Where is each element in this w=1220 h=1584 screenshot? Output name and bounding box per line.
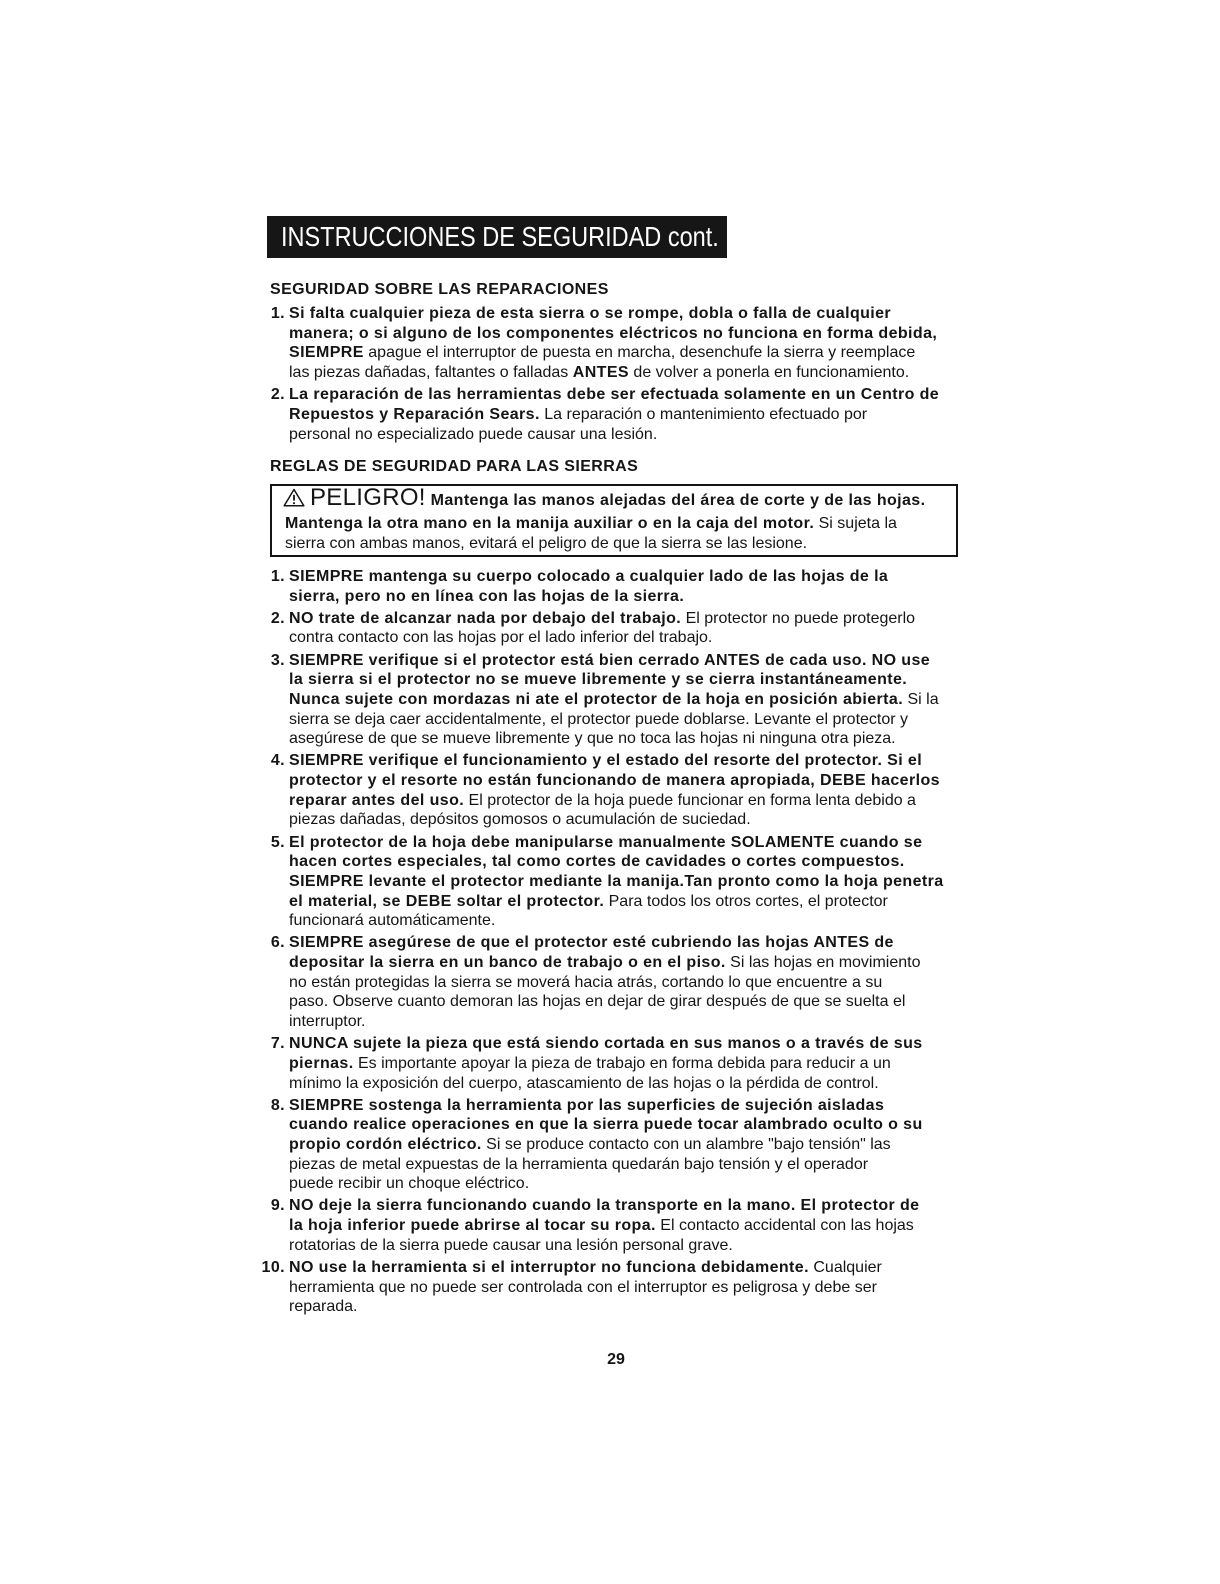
item-number: 9. (270, 1197, 285, 1215)
text-line (289, 324, 989, 344)
body-text: El protector no puede protegerlo (681, 609, 916, 627)
text-line (289, 690, 989, 710)
body-text: piezas de metal expuestas de la herramienta quedarán bajo tensión y el operador (289, 1155, 869, 1173)
text-line (289, 953, 989, 973)
danger-line (285, 486, 956, 514)
section-banner (267, 216, 727, 258)
text-line (289, 933, 989, 953)
text-line (289, 1236, 989, 1256)
item-number: 2. (270, 386, 285, 404)
bold-text: El protector de la hoja debe manipularse manualmente SOLAMENTE cuando se (289, 833, 923, 851)
text-line (289, 1278, 989, 1298)
text-line (289, 1216, 989, 1236)
item-number: 2. (270, 609, 285, 627)
danger-notice (270, 484, 958, 557)
list-item (270, 1196, 989, 1255)
text-line (289, 651, 989, 671)
bold-text: SIEMPRE mantenga su cuerpo colocado a cualquier lado de las hojas de la (289, 568, 889, 585)
bold-text: propio cordón eléctrico. (289, 1135, 482, 1153)
text-line (289, 791, 989, 811)
text-line (289, 751, 989, 771)
bold-text: NO trate de alcanzar nada por debajo del trabajo. (289, 609, 682, 627)
text-line (289, 1115, 989, 1135)
text-line (289, 670, 989, 690)
bold-text: cuando realice operaciones en que la sierra puede tocar alambrado oculto o su (289, 1116, 923, 1134)
body-text: sierra con ambas manos, evitará el peligro de que la sierra se las lesione. (285, 534, 808, 552)
text-line (289, 973, 989, 993)
bold-text: SIEMPRE asegúrese de que el protector esté cubriendo las hojas ANTES de (289, 934, 894, 952)
bold-text: La reparación de las herramientas debe ser efectuada solamente en un Centro de (289, 386, 940, 404)
body-text: Es importante apoyar la pieza de trabajo en forma debida para reducir a un (353, 1054, 891, 1072)
bold-text: hacen cortes especiales, tal como cortes de cavidades o cortes compuestos. (289, 853, 905, 871)
list-item (261, 1258, 989, 1317)
body-text: Si se produce contacto con un alambre "bajo tensión" las (481, 1135, 891, 1153)
bold-text: NO use la herramienta si el interruptor no funciona debidamente. (289, 1258, 809, 1276)
body-text: El contacto accidental con las hojas (655, 1217, 914, 1235)
body-text: rotatorias de la sierra puede causar una lesión personal grave. (289, 1236, 733, 1254)
text-line (289, 1258, 989, 1278)
text-line (289, 1196, 989, 1216)
bold-text: NO deje la sierra funcionando cuando la transporte en la mano. El protector de (289, 1197, 920, 1215)
page-number: 29 (607, 1351, 625, 1368)
item-number: 5. (270, 833, 285, 851)
bold-text: la sierra si el protector no se mueve libremente y se cierra instantáneamente. (289, 671, 908, 689)
body-text: herramienta que no puede ser controlada con el interruptor es peligrosa y debe ser (289, 1278, 877, 1296)
list-item (270, 651, 989, 749)
bold-text: Repuestos y Reparación Sears. (289, 405, 540, 423)
text-line (289, 852, 989, 872)
bold-text: la hoja inferior puede abrirse al tocar su ropa. (289, 1217, 656, 1235)
text-line (289, 304, 989, 324)
body-text: Para todos los otros cortes, el protector (604, 892, 888, 910)
item-number: 1. (270, 305, 285, 322)
bold-text: el material, se DEBE soltar el protector. (289, 892, 605, 910)
text-line (289, 1297, 989, 1317)
item-number: 10. (261, 1258, 285, 1276)
list-item (270, 1096, 989, 1194)
list-item (270, 933, 989, 1031)
body-text: mínimo la exposición del cuerpo, atascamiento de las hojas o la pérdida de control. (289, 1074, 879, 1092)
text-line (289, 892, 989, 912)
text-line (289, 1012, 989, 1032)
text-line (289, 833, 989, 853)
text-line (289, 810, 989, 830)
bold-text: NUNCA sujete la pieza que está siendo cortada en sus manos o a través de sus (289, 1035, 923, 1053)
text-line (289, 729, 989, 749)
body-text: puede recibir un choque eléctrico. (289, 1175, 530, 1193)
text-line (289, 343, 989, 363)
text-line (289, 1034, 989, 1054)
text-line (289, 1155, 989, 1175)
section-heading-saws: REGLAS DE SEGURIDAD PARA LAS SIERRAS (270, 458, 639, 475)
item-number: 4. (270, 752, 285, 770)
body-text: las piezas dañadas, faltantes o falladas (289, 364, 573, 382)
bold-text: SIEMPRE verifique el funcionamiento y el estado del resorte del protector. Si el (289, 752, 923, 770)
body-text: El protector de la hoja puede funcionar en forma lenta debido a (464, 791, 916, 809)
body-text: personal no especializado puede causar una lesión. (289, 425, 658, 443)
item-number: 8. (270, 1096, 285, 1114)
body-text: reparada. (289, 1298, 358, 1316)
text-line (285, 534, 956, 554)
bold-text: ANTES (572, 364, 629, 382)
text-line (289, 1174, 989, 1194)
body-text: Si las hojas en movimiento (725, 954, 921, 972)
bold-text: SIEMPRE sostenga la herramienta por las superficies de sujeción aisladas (289, 1096, 885, 1114)
body-text: paso. Observe cuanto demoran las hojas en dejar de girar después de que se suelta el (289, 993, 906, 1011)
list-item (270, 833, 989, 931)
bold-text: Si falta cualquier pieza de esta sierra o se rompe, dobla o falla de cualquier (289, 305, 892, 322)
list-item (270, 609, 989, 648)
item-number: 6. (270, 934, 285, 952)
banner-title: INSTRUCCIONES DE SEGURIDAD cont. (281, 221, 719, 252)
body-text: La reparación o mantenimiento efectuado por (539, 405, 868, 423)
text-line (289, 567, 989, 587)
text-line (285, 514, 956, 534)
body-text: sierra se deja caer accidentalmente, el protector puede doblarse. Levante el protector y (289, 710, 909, 728)
body-text: funcionará automáticamente. (289, 912, 496, 930)
text-line (289, 609, 989, 629)
text-line (289, 405, 989, 425)
text-line (289, 385, 989, 405)
list-item (270, 385, 989, 444)
text-line (289, 628, 989, 648)
bold-text: depositar la sierra en un banco de trabajo o en el piso. (289, 954, 726, 972)
bold-text: Nunca sujete con mordazas ni ate el protector de la hoja en posición abierta. (289, 690, 904, 708)
text-line (289, 363, 989, 383)
list-item (270, 751, 989, 830)
list-item (270, 1034, 989, 1093)
text-line (289, 992, 989, 1012)
bold-text: SIEMPRE verifique si el protector está bien cerrado ANTES de cada uso. NO use (289, 651, 931, 669)
item-number: 3. (270, 651, 285, 669)
body-text: Si sujeta la (814, 515, 897, 532)
bold-text: protector y el resorte no están funcionando de manera apropiada, DEBE hacerlos (289, 772, 940, 790)
saw-safety-list (261, 567, 989, 1317)
bold-text: SIEMPRE levante el protector mediante la manija.Tan pronto como la hoja penetra (289, 872, 944, 890)
body-text: Si la (903, 690, 939, 708)
text-line (289, 911, 989, 931)
body-text: apague el interruptor de puesta en marcha, desenchufe la sierra y reemplace (363, 344, 916, 362)
danger-label: PELIGRO! (310, 484, 426, 511)
section-heading-repairs: SEGURIDAD SOBRE LAS REPARACIONES (270, 281, 609, 298)
text-line (289, 771, 989, 791)
text-line (289, 1054, 989, 1074)
text-line (289, 1096, 989, 1116)
list-item (270, 567, 989, 606)
body-text: piezas dañadas, depósitos gomosos o acumulación de suciedad. (289, 811, 751, 829)
bold-text: manera; o si alguno de los componentes eléctricos no funciona en forma debida, (289, 324, 938, 342)
bold-text: Mantenga las manos alejadas del área de corte y de las hojas. (425, 492, 926, 509)
bold-text: SIEMPRE (289, 344, 364, 362)
bold-text: sierra, pero no en línea con las hojas de la sierra. (289, 587, 685, 605)
body-text: de volver a ponerla en funcionamiento. (628, 364, 910, 382)
body-text: contra contacto con las hojas por el lado inferior del trabajo. (289, 629, 713, 647)
repair-safety-list (270, 304, 989, 444)
text-line (289, 587, 989, 607)
text-line (289, 872, 989, 892)
bold-text: Mantenga la otra mano en la manija auxiliar o en la caja del motor. (285, 515, 815, 532)
text-line (289, 710, 989, 730)
text-line (289, 1135, 989, 1155)
bold-text: piernas. (289, 1054, 354, 1072)
body-text: no están protegidas la sierra se moverá hacia atrás, cortando lo que encuentre a su (289, 973, 883, 991)
body-text: asegúrese de que se mueve libremente y que no toca las hojas ni ninguna otra pieza. (289, 730, 896, 748)
list-item (270, 304, 989, 383)
text-line (289, 425, 989, 445)
bold-text: reparar antes del uso. (289, 791, 465, 809)
text-line (289, 1074, 989, 1094)
item-number: 1. (270, 568, 285, 585)
item-number: 7. (270, 1035, 285, 1053)
body-text: interruptor. (289, 1013, 366, 1031)
body-text: Cualquier (808, 1258, 882, 1276)
warning-triangle-icon (283, 488, 305, 507)
